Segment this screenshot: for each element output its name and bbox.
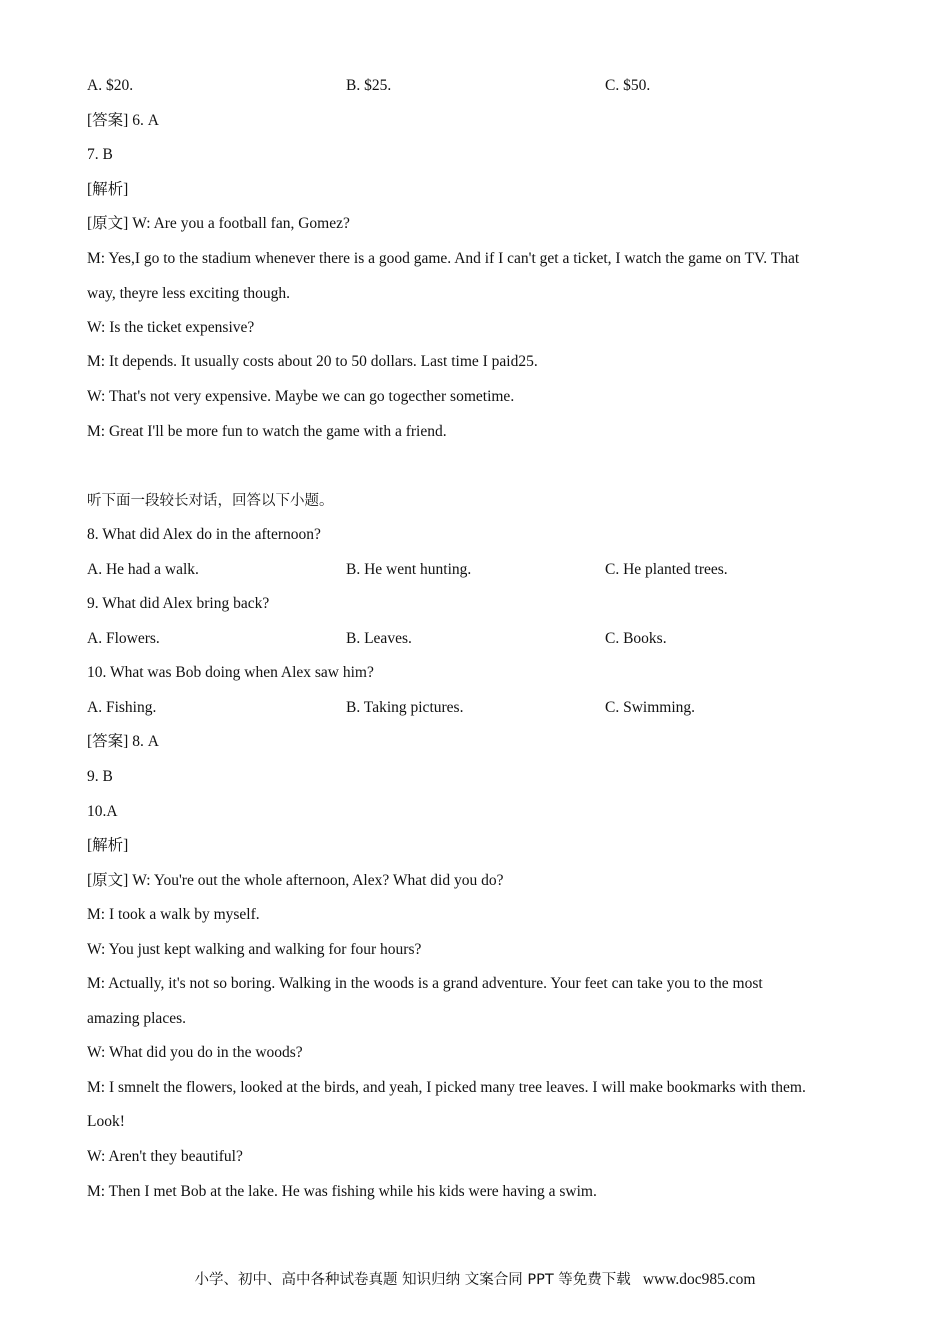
analysis-heading: [解析] [87, 837, 129, 854]
analysis-heading: [解析] [87, 181, 129, 198]
section-instruction: 听下面一段较长对话，回答以下小题。 [87, 493, 334, 509]
option-c: C. Swimming. [605, 699, 696, 716]
transcript-line: W: You just kept walking and walking for four hours? [87, 941, 422, 958]
transcript-line: M: Great I'll be more fun to watch the game with a friend. [87, 423, 447, 440]
transcript-line: M: Then I met Bob at the lake. He was fishing while his kids were having a swim. [87, 1183, 597, 1200]
option-a: A. Fishing. [87, 699, 157, 716]
transcript-line: W: Aren't they beautiful? [87, 1148, 243, 1165]
transcript-line: Look! [87, 1113, 125, 1130]
transcript-line: M: I took a walk by myself. [87, 906, 260, 923]
transcript-line: M: Actually, it's not so boring. Walking in the woods is a grand adventure. Your feet can take you to the most [87, 975, 763, 992]
transcript-line: M: Yes,I go to the stadium whenever there is a good game. And if I can't get a ticket, I watch the game on TV. That [87, 250, 800, 267]
option-a: A. Flowers. [87, 630, 160, 647]
option-b: B. Leaves. [346, 630, 412, 647]
answer-line: [答案] 8. A [87, 733, 159, 750]
transcript-line: amazing places. [87, 1010, 186, 1027]
answer-line: 7. B [87, 146, 113, 163]
transcript-line: [原文] W: Are you a football fan, Gomez? [87, 215, 350, 232]
option-b: B. He went hunting. [346, 561, 472, 578]
question-text: 10. What was Bob doing when Alex saw him? [87, 664, 374, 681]
footer-link[interactable]: www.doc985.com [642, 1271, 756, 1288]
option-b: B. $25. [346, 77, 392, 94]
option-a: A. He had a walk. [87, 561, 199, 578]
answer-line: 9. B [87, 768, 113, 785]
question-text: 8. What did Alex do in the afternoon? [87, 526, 321, 543]
transcript-line: W: Is the ticket expensive? [87, 319, 255, 336]
option-a: A. $20. [87, 77, 134, 94]
answer-line: [答案] 6. A [87, 112, 159, 129]
page-footer [0, 1270, 950, 1290]
option-c: C. $50. [605, 77, 651, 94]
answer-line: 10.A [87, 803, 118, 820]
transcript-line: M: It depends. It usually costs about 20 to 50 dollars. Last time I paid25. [87, 353, 538, 370]
transcript-line: way, theyre less exciting though. [87, 285, 291, 302]
option-c: C. He planted trees. [605, 561, 728, 578]
transcript-line: [原文] W: You're out the whole afternoon, Alex? What did you do? [87, 872, 504, 889]
transcript-line: W: What did you do in the woods? [87, 1044, 303, 1061]
footer-text: 小学、初中、高中各种试卷真题 知识归纳 文案合同 PPT 等免费下载 [194, 1272, 631, 1288]
option-c: C. Books. [605, 630, 667, 647]
question-text: 9. What did Alex bring back? [87, 595, 270, 612]
transcript-line: M: I smnelt the flowers, looked at the birds, and yeah, I picked many tree leaves. I will make bookmarks with them. [87, 1079, 806, 1096]
option-b: B. Taking pictures. [346, 699, 464, 716]
transcript-line: W: That's not very expensive. Maybe we can go togecther sometime. [87, 388, 515, 405]
